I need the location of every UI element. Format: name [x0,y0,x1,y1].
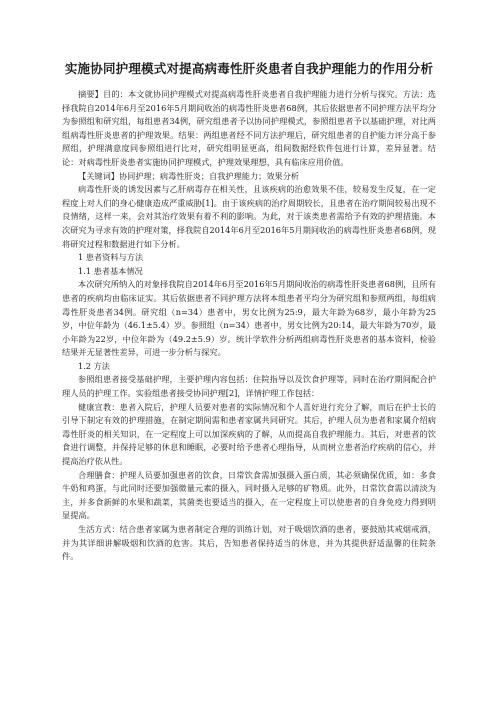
subsection-heading-1-2: 1.2 方法 [78,360,110,371]
paper-title: 实施协同护理模式对提高病毒性肝炎患者自我护理能力的作用分析 [64,61,434,76]
lifestyle-paragraph: 生活方式：结合患者家属为患者制定合理的训练计划，对于吸烟饮酒的患者，要鼓励其戒烟戒酒，并为其详细讲解吸烟和饮酒的危害。其后，告知患者保持适当的休息，并为其提供舒适温馨的住院条件。 [62,524,436,562]
abstract-paragraph: 摘要】目的：本文就协同护理模式对提高病毒性肝炎患者自我护理能力进行分析与探究。方法：选择我院自2014年6月至2016年5月期间收治的病毒性肝炎患者68例，其后依据患者不同护理方法平均分为参照组和研究组，每组患者34例，研究组患者予以协同护理模式，参照组患者予以基础护理，对比两组病毒性肝炎患者的护理效果。结果：两组患者经不同方法护理后，研究组患者的自护能力评分高于参照组，护理满意度同参照组进行比对，研究组明显更高，组间数据经软件包进行计算，差异显著。结论：对病毒性肝炎患者实施协同护理模式，护理效果理想，具有临床应用价值。 [62,89,436,167]
subsection-heading-1-1: 1.1 患者基本情况 [78,265,143,276]
paper-body [62,88,436,564]
method-paragraph: 参照组患者接受基础护理，主要护理内容包括：住院指导以及饮食护理等，同时在治疗期间配合护理人员的护理工作。实验组患者接受协同护理[2]，详情护理工作包括： [62,374,436,399]
diet-paragraph: 合理膳食：护理人员要加强患者的饮食，日常饮食需加强摄入蛋白质，其必须确保优质，如：多食牛奶和鸡蛋，与此同时还要加强微量元素的摄入，同时摄入足够的矿物质。此外，日常饮食需以清淡为主，并多食新鲜的水果和蔬菜，其菌类也要适当的摄入，在一定程度上可以使患者的自身免疫力得到明显提高。 [62,469,436,521]
keywords-line: 【关键词】协同护理；病毒性肝炎；自我护理能力；效果分析 [78,170,300,181]
section-heading-1: 1 患者资料与方法 [78,252,144,263]
health-education-paragraph: 健康宣教：患者入院后，护理人员要对患者的实际情况和个人喜好进行充分了解，而后在护士长的引导下制定有效的护理措施，在制定期间需和患者家属共同研究。其后，护理人员为患者和家属介绍病毒性肝炎的相关知识，在一定程度上可以加深疾病的了解，从而提高自我护理能力。其后，对患者的饮食进行调整，并保持足够的休息和睡眠，必要时给予患者心理指导，从而树立患者治疗疾病的信心，并提高治疗依从性。 [62,401,436,467]
intro-paragraph: 病毒性肝炎的诱发因素与乙肝病毒存在相关性，且该疾病的治愈效果不佳，较易发生反复，在一定程度上对人们的身心健康造成严重威胁[1]。由于该疾病的治疗周期较长，且患者在治疗期间较易出现不良情绪，这样一来，会对其治疗效果有着不利的影响。为此，对于该类患者需给予有效的护理措施。本次研究为寻求有效的护理对策，择我院自2014年6月至2016年5月期间收治的病毒性肝炎患者68例，现将研究过程和数据进行如下分析。 [62,184,436,249]
patient-info-paragraph: 本次研究所纳入的对象择我院自2014年6月至2016年5月期间收治的病毒性肝炎患者68例，且所有患者的疾病均由临床证实。其后依据患者不同护理方法将本组患者平均分为研究组和参照两组，每组病毒性肝炎患者34例。研究组（n=34）患者中，男女比例为25:9，最大年龄为68岁，最小年龄为25岁，中位年龄为（46.1±5.4）岁。参照组（n=34）患者中，男女比例为20:14，最大年龄为70岁，最小年龄为22岁，中位年龄为（49.2±5.9）岁。统计学软件分析两组病毒性肝炎患者的基本资料，检验结果并无显著性差异，可进一步分析与探究。 [62,279,436,358]
